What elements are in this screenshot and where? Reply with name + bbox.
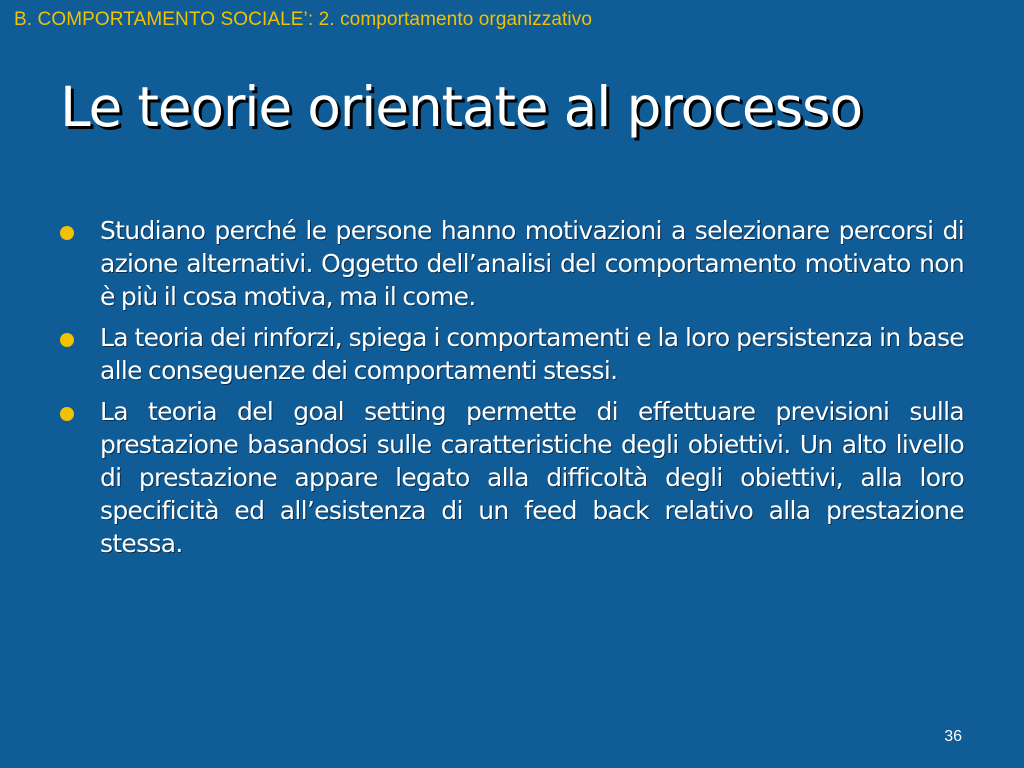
bullet-item xyxy=(100,395,964,560)
bullet-item xyxy=(100,214,964,313)
bullet-list xyxy=(100,214,964,568)
page-number: 36 xyxy=(944,728,962,745)
bullet-text: La teoria dei rinforzi, spiega i comportamenti e la loro persistenza in base alle conseguenze dei comportamenti stessi. xyxy=(100,323,964,385)
slide-header: B. COMPORTAMENTO SOCIALE’: 2. comportamento organizzativo xyxy=(14,9,593,30)
bullet-dot-icon xyxy=(60,407,74,421)
bullet-item xyxy=(100,321,964,387)
bullet-text: La teoria del goal setting permette di effettuare previsioni sulla prestazione basandosi sulle caratteristiche degli obiettivi. Un alto livello di prestazione appare legato alla difficoltà degli obiettivi, alla loro specificità ed all’esistenza di un feed back relativo alla prestazione stessa. xyxy=(100,397,964,558)
bullet-text: Studiano perché le persone hanno motivazioni a selezionare percorsi di azione alternativi. Oggetto dell’analisi del comportamento motivato non è più il cosa motiva, ma il come. xyxy=(100,216,964,311)
bullet-dot-icon xyxy=(60,226,74,240)
bullet-dot-icon xyxy=(60,333,74,347)
slide-title: Le teorie orientate al processo xyxy=(60,75,862,139)
